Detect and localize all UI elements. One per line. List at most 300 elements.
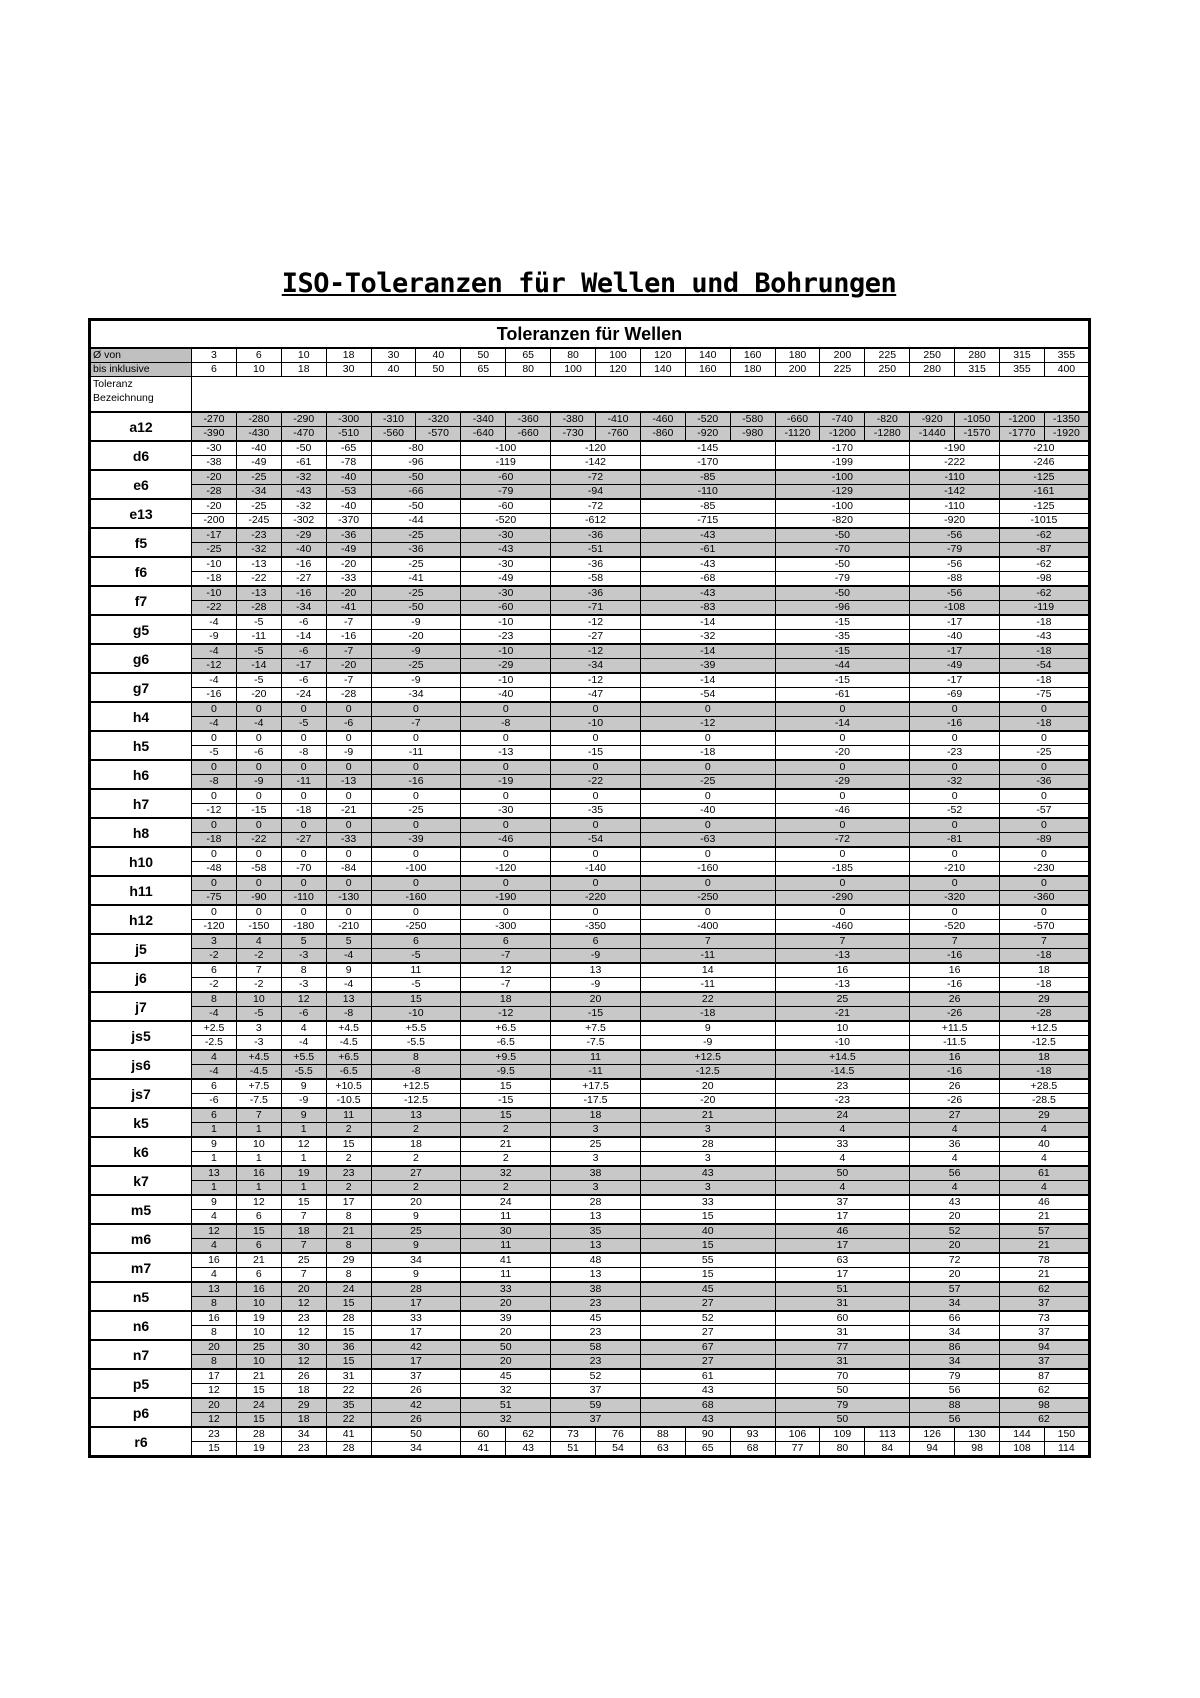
upper-deviation-cell: 16 [775, 963, 910, 978]
lower-deviation-cell: -61 [775, 688, 910, 703]
upper-deviation-cell: -40 [326, 499, 371, 514]
lower-deviation-cell: -222 [910, 456, 1000, 471]
upper-deviation-cell: 70 [775, 1369, 910, 1384]
lower-deviation-cell: -9 [326, 746, 371, 761]
upper-deviation-cell: 0 [640, 731, 775, 746]
lower-deviation-cell: -246 [1000, 456, 1090, 471]
upper-deviation-cell: 0 [775, 876, 910, 891]
lower-deviation-cell: 98 [955, 1442, 1000, 1457]
lower-deviation-cell: 37 [1000, 1326, 1090, 1341]
upper-deviation-cell: 9 [281, 1108, 326, 1123]
diameter-from-cell: 40 [416, 348, 461, 363]
tolerance-code: g6 [90, 644, 192, 673]
tolerance-row [90, 1442, 1090, 1457]
upper-deviation-cell: 63 [775, 1253, 910, 1268]
diameter-from-cell: 315 [1000, 348, 1045, 363]
lower-deviation-cell: 32 [461, 1384, 551, 1399]
label-diameter-from: Ø von [90, 348, 192, 363]
lower-deviation-cell: -15 [551, 746, 641, 761]
lower-deviation-cell: 20 [461, 1355, 551, 1370]
lower-deviation-cell: -390 [192, 427, 237, 442]
lower-deviation-cell: -820 [775, 514, 910, 529]
lower-deviation-cell: 108 [1000, 1442, 1045, 1457]
upper-deviation-cell: 24 [461, 1195, 551, 1210]
tolerance-row [90, 1384, 1090, 1399]
upper-deviation-cell: 79 [775, 1398, 910, 1413]
lower-deviation-cell: -161 [1000, 485, 1090, 500]
lower-deviation-cell: 56 [910, 1413, 1000, 1428]
tolerance-row [90, 833, 1090, 848]
lower-deviation-cell: 4 [775, 1123, 910, 1138]
lower-deviation-cell: -520 [461, 514, 551, 529]
lower-deviation-cell: -47 [551, 688, 641, 703]
tolerance-row [90, 427, 1090, 442]
upper-deviation-cell: 15 [461, 1108, 551, 1123]
lower-deviation-cell: -15 [236, 804, 281, 819]
upper-deviation-cell: -520 [685, 412, 730, 427]
upper-deviation-cell: 66 [910, 1311, 1000, 1326]
upper-deviation-cell: 41 [461, 1253, 551, 1268]
lower-deviation-cell: -18 [640, 1007, 775, 1022]
lower-deviation-cell: 1 [281, 1152, 326, 1167]
lower-deviation-cell: 31 [775, 1326, 910, 1341]
upper-deviation-cell: 26 [910, 992, 1000, 1007]
lower-deviation-cell: 80 [820, 1442, 865, 1457]
lower-deviation-cell: -43 [281, 485, 326, 500]
lower-deviation-cell: -5 [192, 746, 237, 761]
lower-deviation-cell: -34 [551, 659, 641, 674]
upper-deviation-cell: -56 [910, 528, 1000, 543]
upper-deviation-cell: -110 [910, 470, 1000, 485]
upper-deviation-cell: 88 [910, 1398, 1000, 1413]
upper-deviation-cell: 0 [371, 760, 461, 775]
upper-deviation-cell: 45 [551, 1311, 641, 1326]
lower-deviation-cell: 1 [192, 1123, 237, 1138]
tolerance-code: h10 [90, 847, 192, 876]
upper-deviation-cell: -13 [236, 557, 281, 572]
lower-deviation-cell: -48 [192, 862, 237, 877]
tolerance-code: js7 [90, 1079, 192, 1108]
tolerance-row [90, 1152, 1090, 1167]
lower-deviation-cell: -16 [910, 1065, 1000, 1080]
lower-deviation-cell: -1280 [865, 427, 910, 442]
tolerance-row [90, 1021, 1090, 1036]
upper-deviation-cell: 0 [910, 760, 1000, 775]
upper-deviation-cell: 16 [910, 1050, 1000, 1065]
lower-deviation-cell: -96 [775, 601, 910, 616]
upper-deviation-cell: +28.5 [1000, 1079, 1090, 1094]
lower-deviation-cell: 2 [371, 1181, 461, 1196]
tolerance-row [90, 949, 1090, 964]
upper-deviation-cell: -4 [192, 615, 237, 630]
upper-deviation-cell: 0 [910, 818, 1000, 833]
diameter-to-cell: 400 [1044, 363, 1089, 377]
upper-deviation-cell: 20 [281, 1282, 326, 1297]
upper-deviation-cell: 30 [281, 1340, 326, 1355]
upper-deviation-cell: -380 [551, 412, 596, 427]
tolerance-row [90, 1253, 1090, 1268]
lower-deviation-cell: -40 [461, 688, 551, 703]
upper-deviation-cell: 9 [192, 1137, 237, 1152]
tolerance-row [90, 731, 1090, 746]
lower-deviation-cell: -18 [1000, 949, 1090, 964]
upper-deviation-cell: 43 [640, 1166, 775, 1181]
upper-deviation-cell: -50 [775, 528, 910, 543]
upper-deviation-cell: 0 [281, 818, 326, 833]
lower-deviation-cell: -25 [371, 804, 461, 819]
lower-deviation-cell: 51 [551, 1442, 596, 1457]
tolerance-row [90, 1398, 1090, 1413]
upper-deviation-cell: -14 [640, 673, 775, 688]
lower-deviation-cell: -84 [326, 862, 371, 877]
upper-deviation-cell: 21 [236, 1369, 281, 1384]
lower-deviation-cell: 34 [910, 1297, 1000, 1312]
upper-deviation-cell: 18 [281, 1224, 326, 1239]
upper-deviation-cell: 15 [236, 1224, 281, 1239]
lower-deviation-cell: -79 [775, 572, 910, 587]
upper-deviation-cell: -145 [640, 441, 775, 456]
upper-deviation-cell: 16 [192, 1311, 237, 1326]
upper-deviation-cell: -10 [192, 557, 237, 572]
lower-deviation-cell: 12 [192, 1384, 237, 1399]
lower-deviation-cell: -70 [775, 543, 910, 558]
lower-deviation-cell: 17 [371, 1326, 461, 1341]
upper-deviation-cell: 33 [775, 1137, 910, 1152]
lower-deviation-cell: 15 [236, 1413, 281, 1428]
upper-deviation-cell: -740 [820, 412, 865, 427]
lower-deviation-cell: -20 [326, 659, 371, 674]
lower-deviation-cell: -300 [461, 920, 551, 935]
lower-deviation-cell: 68 [730, 1442, 775, 1457]
upper-deviation-cell: -36 [326, 528, 371, 543]
lower-deviation-cell: 4 [192, 1239, 237, 1254]
lower-deviation-cell: -53 [326, 485, 371, 500]
lower-deviation-cell: -302 [281, 514, 326, 529]
upper-deviation-cell: -17 [192, 528, 237, 543]
tolerance-row [90, 746, 1090, 761]
lower-deviation-cell: -98 [1000, 572, 1090, 587]
upper-deviation-cell: -23 [236, 528, 281, 543]
upper-deviation-cell: 0 [640, 789, 775, 804]
tolerance-row [90, 1268, 1090, 1283]
lower-deviation-cell: -220 [551, 891, 641, 906]
lower-deviation-cell: 37 [1000, 1297, 1090, 1312]
upper-deviation-cell: 78 [1000, 1253, 1090, 1268]
tolerance-code: js6 [90, 1050, 192, 1079]
upper-deviation-cell: 4 [192, 1050, 237, 1065]
upper-deviation-cell: 0 [1000, 847, 1090, 862]
tolerance-row [90, 485, 1090, 500]
upper-deviation-cell: -56 [910, 586, 1000, 601]
upper-deviation-cell: 4 [281, 1021, 326, 1036]
lower-deviation-cell: 2 [461, 1181, 551, 1196]
upper-deviation-cell: -30 [461, 557, 551, 572]
upper-deviation-cell: 0 [192, 702, 237, 717]
lower-deviation-cell: -25 [371, 659, 461, 674]
upper-deviation-cell: 51 [775, 1282, 910, 1297]
lower-deviation-cell: 23 [551, 1326, 641, 1341]
upper-deviation-cell: 0 [775, 847, 910, 862]
upper-deviation-cell: 0 [461, 702, 551, 717]
upper-deviation-cell: 34 [371, 1253, 461, 1268]
upper-deviation-cell: 37 [371, 1369, 461, 1384]
lower-deviation-cell: -5 [236, 1007, 281, 1022]
lower-deviation-cell: 4 [910, 1181, 1000, 1196]
lower-deviation-cell: -89 [1000, 833, 1090, 848]
lower-deviation-cell: 8 [192, 1297, 237, 1312]
tolerance-code: h11 [90, 876, 192, 905]
upper-deviation-cell: 28 [326, 1311, 371, 1326]
upper-deviation-cell: 73 [1000, 1311, 1090, 1326]
upper-deviation-cell: 0 [371, 702, 461, 717]
lower-deviation-cell: -14.5 [775, 1065, 910, 1080]
lower-deviation-cell: 84 [865, 1442, 910, 1457]
upper-deviation-cell: 150 [1044, 1427, 1089, 1442]
upper-deviation-cell: -9 [371, 615, 461, 630]
lower-deviation-cell: -920 [910, 514, 1000, 529]
upper-deviation-cell: -15 [775, 673, 910, 688]
upper-deviation-cell: -72 [551, 470, 641, 485]
upper-deviation-cell: 0 [1000, 876, 1090, 891]
lower-deviation-cell: -210 [326, 920, 371, 935]
lower-deviation-cell: -110 [281, 891, 326, 906]
lower-deviation-cell: -199 [775, 456, 910, 471]
upper-deviation-cell: 29 [1000, 1108, 1090, 1123]
lower-deviation-cell: -760 [596, 427, 641, 442]
upper-deviation-cell: -36 [551, 586, 641, 601]
upper-deviation-cell: -5 [236, 673, 281, 688]
upper-deviation-cell: -820 [865, 412, 910, 427]
lower-deviation-cell: 31 [775, 1355, 910, 1370]
upper-deviation-cell: 88 [640, 1427, 685, 1442]
tolerance-code: h4 [90, 702, 192, 731]
tolerance-row [90, 470, 1090, 485]
tolerance-row [90, 978, 1090, 993]
tolerance-code: j6 [90, 963, 192, 992]
tolerance-row [90, 905, 1090, 920]
lower-deviation-cell: -18 [1000, 717, 1090, 732]
lower-deviation-cell: -980 [730, 427, 775, 442]
tolerance-row [90, 876, 1090, 891]
upper-deviation-cell: -170 [775, 441, 910, 456]
diameter-from-cell: 225 [865, 348, 910, 363]
lower-deviation-cell: -119 [1000, 601, 1090, 616]
upper-deviation-cell: 0 [371, 876, 461, 891]
lower-deviation-cell: 37 [1000, 1355, 1090, 1370]
lower-deviation-cell: -41 [326, 601, 371, 616]
lower-deviation-cell: 4 [910, 1123, 1000, 1138]
upper-deviation-cell: 24 [236, 1398, 281, 1413]
upper-deviation-cell: 0 [551, 818, 641, 833]
lower-deviation-cell: 8 [326, 1239, 371, 1254]
upper-deviation-cell: 0 [236, 789, 281, 804]
lower-deviation-cell: 2 [326, 1123, 371, 1138]
tolerance-row [90, 1094, 1090, 1109]
lower-deviation-cell: 18 [281, 1384, 326, 1399]
diameter-from-cell: 120 [640, 348, 685, 363]
tolerance-code: f7 [90, 586, 192, 615]
upper-deviation-cell: -40 [326, 470, 371, 485]
upper-deviation-cell: -56 [910, 557, 1000, 572]
upper-deviation-cell: 24 [326, 1282, 371, 1297]
lower-deviation-cell: -5 [281, 717, 326, 732]
upper-deviation-cell: -85 [640, 470, 775, 485]
tolerance-code: h8 [90, 818, 192, 847]
lower-deviation-cell: -34 [281, 601, 326, 616]
lower-deviation-cell: 21 [1000, 1210, 1090, 1225]
lower-deviation-cell: 1 [192, 1181, 237, 1196]
upper-deviation-cell: 27 [910, 1108, 1000, 1123]
lower-deviation-cell: -1570 [955, 427, 1000, 442]
upper-deviation-cell: 52 [640, 1311, 775, 1326]
lower-deviation-cell: 63 [640, 1442, 685, 1457]
tolerance-row [90, 1282, 1090, 1297]
lower-deviation-cell: -15 [551, 1007, 641, 1022]
lower-deviation-cell: -2 [192, 978, 237, 993]
lower-deviation-cell: 15 [326, 1297, 371, 1312]
upper-deviation-cell: 90 [685, 1427, 730, 1442]
lower-deviation-cell: -1440 [910, 427, 955, 442]
upper-deviation-cell: -7 [326, 615, 371, 630]
upper-deviation-cell: 0 [281, 905, 326, 920]
lower-deviation-cell: 37 [551, 1384, 641, 1399]
upper-deviation-cell: 28 [236, 1427, 281, 1442]
label-diameter-to: bis inklusive [90, 363, 192, 377]
tolerance-row [90, 760, 1090, 775]
upper-deviation-cell: 23 [281, 1311, 326, 1326]
lower-deviation-cell: -13 [775, 978, 910, 993]
tolerance-row [90, 1427, 1090, 1442]
lower-deviation-cell: 20 [461, 1326, 551, 1341]
lower-deviation-cell: -160 [371, 891, 461, 906]
lower-deviation-cell: -20 [775, 746, 910, 761]
lower-deviation-cell: 37 [551, 1413, 641, 1428]
lower-deviation-cell: 9 [371, 1268, 461, 1283]
tolerance-code: m7 [90, 1253, 192, 1282]
lower-deviation-cell: -12 [192, 659, 237, 674]
tolerance-row [90, 934, 1090, 949]
lower-deviation-cell: -4 [192, 1065, 237, 1080]
upper-deviation-cell: 0 [236, 818, 281, 833]
tolerance-code: k6 [90, 1137, 192, 1166]
lower-deviation-cell: -7 [461, 978, 551, 993]
lower-deviation-cell: -43 [461, 543, 551, 558]
lower-deviation-cell: -9 [551, 949, 641, 964]
tolerance-row [90, 630, 1090, 645]
lower-deviation-cell: 4 [775, 1152, 910, 1167]
upper-deviation-cell: 0 [281, 876, 326, 891]
lower-deviation-cell: 1 [281, 1123, 326, 1138]
lower-deviation-cell: -8 [371, 1065, 461, 1080]
lower-deviation-cell: -6 [326, 717, 371, 732]
tolerance-row [90, 528, 1090, 543]
upper-deviation-cell: 16 [192, 1253, 237, 1268]
lower-deviation-cell: -27 [281, 572, 326, 587]
diameter-from-cell: 65 [506, 348, 551, 363]
lower-deviation-cell: 8 [192, 1355, 237, 1370]
upper-deviation-cell: +10.5 [326, 1079, 371, 1094]
lower-deviation-cell: 20 [910, 1210, 1000, 1225]
upper-deviation-cell: -17 [910, 644, 1000, 659]
upper-deviation-cell: 3 [236, 1021, 281, 1036]
lower-deviation-cell: -28 [326, 688, 371, 703]
upper-deviation-cell: -25 [371, 557, 461, 572]
upper-deviation-cell: 0 [281, 789, 326, 804]
lower-deviation-cell: -6 [281, 1007, 326, 1022]
lower-deviation-cell: -12.5 [1000, 1036, 1090, 1051]
lower-deviation-cell: -640 [461, 427, 506, 442]
upper-deviation-cell: 61 [640, 1369, 775, 1384]
upper-deviation-cell: 12 [236, 1195, 281, 1210]
upper-deviation-cell: -25 [371, 586, 461, 601]
upper-deviation-cell: 59 [551, 1398, 641, 1413]
lower-deviation-cell: -570 [416, 427, 461, 442]
upper-deviation-cell: 8 [192, 992, 237, 1007]
upper-deviation-cell: -14 [640, 615, 775, 630]
upper-deviation-cell: 0 [461, 876, 551, 891]
upper-deviation-cell: 14 [640, 963, 775, 978]
lower-deviation-cell: -20 [236, 688, 281, 703]
lower-deviation-cell: -46 [775, 804, 910, 819]
lower-deviation-cell: -32 [640, 630, 775, 645]
diameter-from-cell: 3 [192, 348, 237, 363]
lower-deviation-cell: -18 [1000, 1065, 1090, 1080]
lower-deviation-cell: -66 [371, 485, 461, 500]
lower-deviation-cell: -49 [236, 456, 281, 471]
lower-deviation-cell: -57 [1000, 804, 1090, 819]
lower-deviation-cell: 15 [640, 1210, 775, 1225]
tolerance-row [90, 1007, 1090, 1022]
tolerance-row [90, 1108, 1090, 1123]
upper-deviation-cell: 40 [640, 1224, 775, 1239]
upper-deviation-cell: -16 [281, 557, 326, 572]
upper-deviation-cell: 31 [326, 1369, 371, 1384]
lower-deviation-cell: -3 [236, 1036, 281, 1051]
lower-deviation-cell: -360 [1000, 891, 1090, 906]
tolerance-row [90, 1413, 1090, 1428]
upper-deviation-cell: 0 [192, 905, 237, 920]
upper-deviation-cell: 87 [1000, 1369, 1090, 1384]
upper-deviation-cell: 50 [461, 1340, 551, 1355]
lower-deviation-cell: -15 [461, 1094, 551, 1109]
upper-deviation-cell: +5.5 [371, 1021, 461, 1036]
lower-deviation-cell: -21 [326, 804, 371, 819]
upper-deviation-cell: 0 [192, 760, 237, 775]
upper-deviation-cell: -62 [1000, 557, 1090, 572]
upper-deviation-cell: -660 [775, 412, 820, 427]
upper-deviation-cell: -32 [281, 470, 326, 485]
upper-deviation-cell: 42 [371, 1398, 461, 1413]
lower-deviation-cell: -88 [910, 572, 1000, 587]
lower-deviation-cell: -12 [192, 804, 237, 819]
upper-deviation-cell: -30 [461, 586, 551, 601]
lower-deviation-cell: 62 [1000, 1413, 1090, 1428]
lower-deviation-cell: -81 [910, 833, 1000, 848]
upper-deviation-cell: 28 [640, 1137, 775, 1152]
upper-deviation-cell: -360 [506, 412, 551, 427]
upper-deviation-cell: -10 [192, 586, 237, 601]
lower-deviation-cell: -4.5 [326, 1036, 371, 1051]
lower-deviation-cell: -130 [326, 891, 371, 906]
upper-deviation-cell: 18 [1000, 963, 1090, 978]
upper-deviation-cell: 15 [371, 992, 461, 1007]
lower-deviation-cell: 2 [461, 1152, 551, 1167]
lower-deviation-cell: -18 [1000, 978, 1090, 993]
lower-deviation-cell: 15 [326, 1355, 371, 1370]
lower-deviation-cell: -25 [640, 775, 775, 790]
diameter-from-cell: 250 [910, 348, 955, 363]
lower-deviation-cell: 34 [910, 1355, 1000, 1370]
